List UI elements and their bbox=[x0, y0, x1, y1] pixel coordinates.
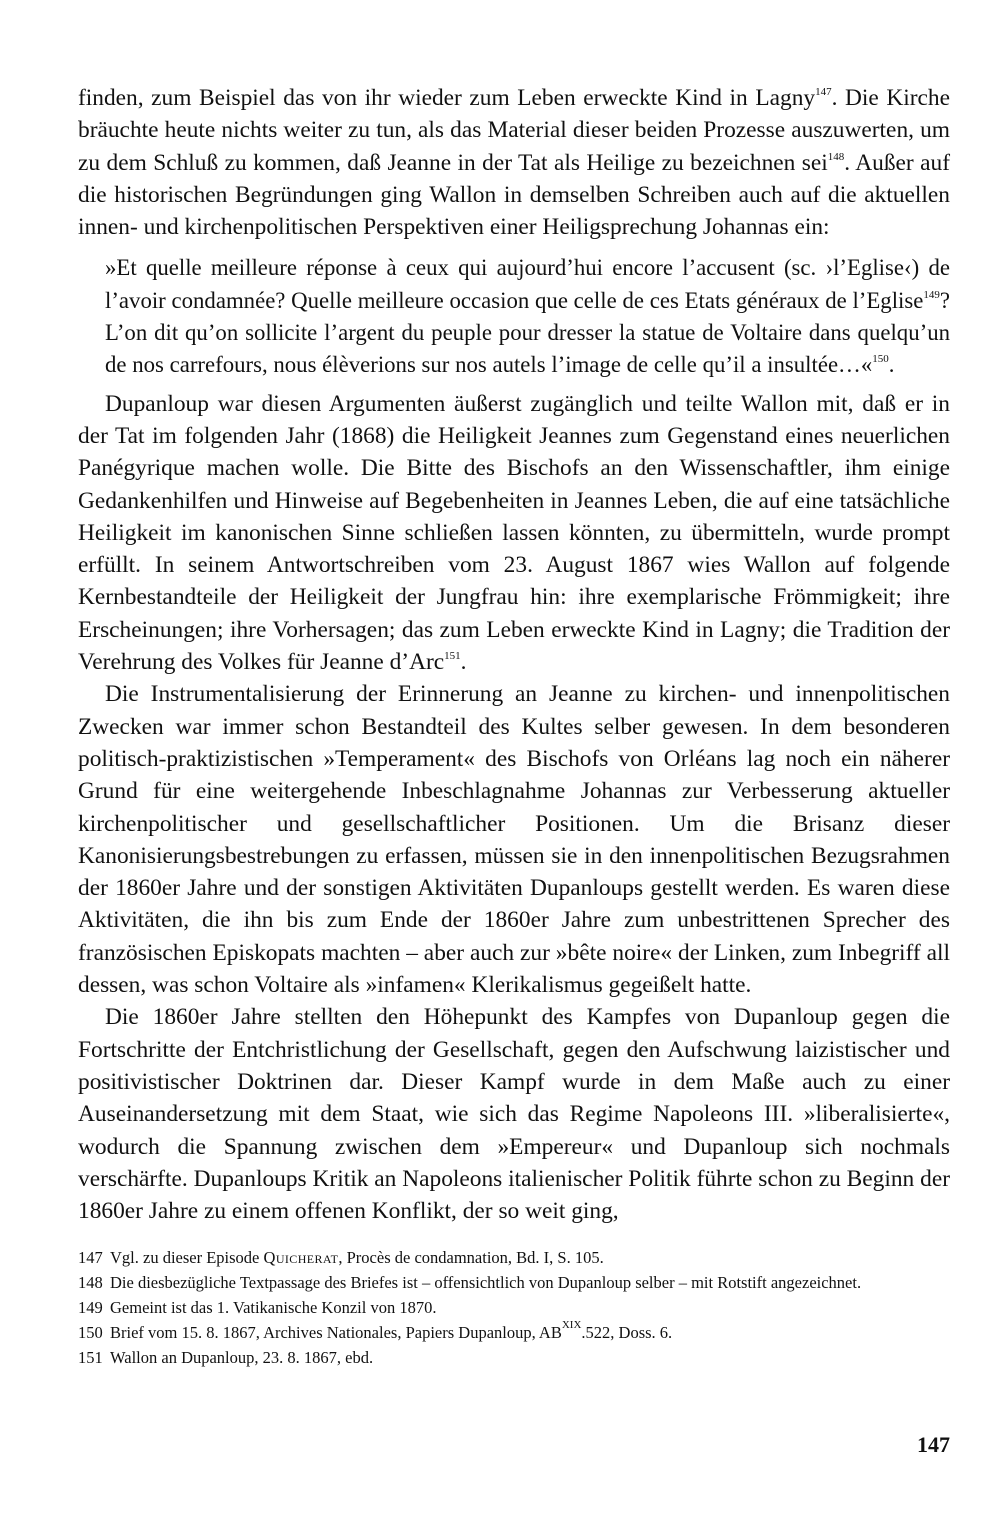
body-paragraph bbox=[78, 388, 950, 679]
body-paragraph bbox=[78, 82, 950, 243]
footnote-number: 148 bbox=[78, 1273, 103, 1293]
footnote-number: 150 bbox=[78, 1323, 103, 1343]
footnote-text: Vgl. zu dieser Episode Quicherat, Procès de condamnation, Bd. I, S. 105. bbox=[110, 1248, 604, 1268]
footnote-148 bbox=[78, 1272, 950, 1294]
paragraph-text: . Die Kirche bräuchte heute nichts weiter zu tun, als das Material dieser beiden Prozesse auszuwerten, um zu dem Schluß zu kommen, daß Jeanne in der Tat als Heilige zu bezeichnen sei bbox=[78, 85, 950, 176]
footnote-151 bbox=[78, 1347, 950, 1369]
paragraph-text: . bbox=[460, 649, 467, 676]
footnote-ref-151[interactable]: 151 bbox=[444, 650, 461, 663]
footnote-ref-149[interactable]: 149 bbox=[923, 288, 940, 301]
footnote-ref-150[interactable]: 150 bbox=[872, 353, 889, 366]
page-number: 147 bbox=[917, 1432, 950, 1457]
paragraph-text: finden, zum Beispiel das von ihr wieder zum Leben erweckte Kind in Lagny bbox=[78, 85, 816, 111]
quote-text: »Et quelle meilleure réponse à ceux qui aujourd’hui encore l’accusent (sc. ›l’Eglise‹) de l’avoir condamnée? Quelle meilleure occasion que celle de ces Etats généraux de l’Eglise bbox=[105, 255, 950, 313]
paragraph-text: Dupanloup war diesen Argumenten äußerst zugänglich und teilte Wallon mit, daß er in der Tat im folgenden Jahr (1868) die Heiligkeit Jeannes zum Gegenstand eines neuerlichen Panégyrique machen wolle. Die Bitte des Bischofs an den Wissenschaftler, ihm einige Gedankenhilfen und Hinweise auf Begebenheiten in Jeannes Leben, die auf eine tatsächliche Heiligkeit im kanonischen Sinne schließen lassen könnten, zu übermitteln, wurde prompt erfüllt. In seinem Antwortschreiben vom 23. August 1867 wies Wallon auf folgende Kernbestandteile der Heiligkeit der Jungfrau hin: ihre exemplarische Frömmigkeit; ihre Erscheinungen; ihre Vorhersagen; das zum Leben erweckte Kind in Lagny; die Tradition der Verehrung des Volkes für Jeanne d’Arc bbox=[78, 390, 950, 676]
footnote-text: Gemeint ist das 1. Vatikanische Konzil von 1870. bbox=[110, 1298, 437, 1318]
body-paragraph: Die 1860er Jahre stellten den Höhepunkt des Kampfes von Dupanloup gegen die Fortschritte der Entchristlichung der Gesellschaft, gegen den Aufschwung laizistischer und positivistischer Doktrinen dar. Dieser Kampf wurde in dem Maße auch zu einer Auseinandersetzung mit dem Staat, wie sich das Regime Napoleons III. »liberalisierte«, wodurch die Spannung zwischen dem »Empereur« und Dupanloup sich nochmals verschärfte. Dupanloups Kritik an Napoleons italienischer Politik führte schon zu Beginn der 1860er Jahre zu einem offenen Konflikt, der so weit ging, bbox=[78, 1004, 950, 1225]
footnote-147 bbox=[78, 1247, 950, 1269]
footnote-ref-147[interactable]: 147 bbox=[815, 86, 832, 98]
archive-series-superscript: XIX bbox=[561, 1319, 582, 1332]
paragraph-text: . Außer auf die historischen Begründungen ging Wallon in demselben Schreiben auch auf die aktuellen innen- und kirchenpolitischen Perspektiven einer Heiligsprechung Johannas ein: bbox=[78, 149, 950, 241]
author-name: Quicherat bbox=[263, 1248, 339, 1268]
body-paragraph: Die Instrumentalisierung der Erinnerung an Jeanne zu kirchen- und innenpolitischen Zwecken war immer schon Bestandteil des Kultes selber gewesen. In dem besonderen politisch-praktizistischen »Temperament« des Bischofs von Orléans lag noch ein näherer Grund für eine weitergehende Inbeschlagnahme Johannas zur Verbesserung aktueller kirchenpolitischer und gesellschaftlicher Positionen. Um die Brisanz dieser Kanonisierungsbestrebungen zu erfassen, müssen sie in den innenpolitischen Bezugsrahmen der 1860er Jahre und der sonstigen Aktivitäten Dupanloups gestellt werden. Es waren diese Aktivitäten, die ihn bis zum Ende der 1860er Jahre zum unbestrittenen Sprecher des französischen Episkopats machten – aber auch zur »bête noire« der Linken, zum Inbegriff all dessen, was schon Voltaire als »infamen« Klerikalismus gegeißelt hatte. bbox=[78, 681, 950, 999]
footnote-number: 151 bbox=[78, 1348, 103, 1368]
footnote-ref-148[interactable]: 148 bbox=[827, 150, 845, 163]
footnote-number: 149 bbox=[78, 1298, 103, 1318]
block-quote bbox=[105, 252, 950, 381]
page-body bbox=[78, 82, 950, 1372]
footnote-text: Wallon an Dupanloup, 23. 8. 1867, ebd. bbox=[110, 1348, 374, 1368]
quote-text: ? L’on dit qu’on sollicite l’argent du peuple pour dresser la statue de Voltaire dans quelqu’un de nos carrefours, nous élèverions sur nos autels l’image de celle qu’il a insultée…« bbox=[105, 287, 950, 378]
footnote-150 bbox=[78, 1319, 950, 1344]
footnotes bbox=[78, 1247, 950, 1369]
quote-text: . bbox=[888, 352, 895, 378]
footnote-text: Die diesbezügliche Textpassage des Briefes ist – offensichtlich von Dupanloup selber – mit Rotstift angezeichnet. bbox=[110, 1273, 862, 1293]
footnote-number: 147 bbox=[78, 1248, 103, 1268]
footnote-text: Brief vom 15. 8. 1867, Archives Nationales, Papiers Dupanloup, $AB^{XIX}.522$, Doss. 6. bbox=[110, 1319, 673, 1343]
footnote-149 bbox=[78, 1297, 950, 1319]
